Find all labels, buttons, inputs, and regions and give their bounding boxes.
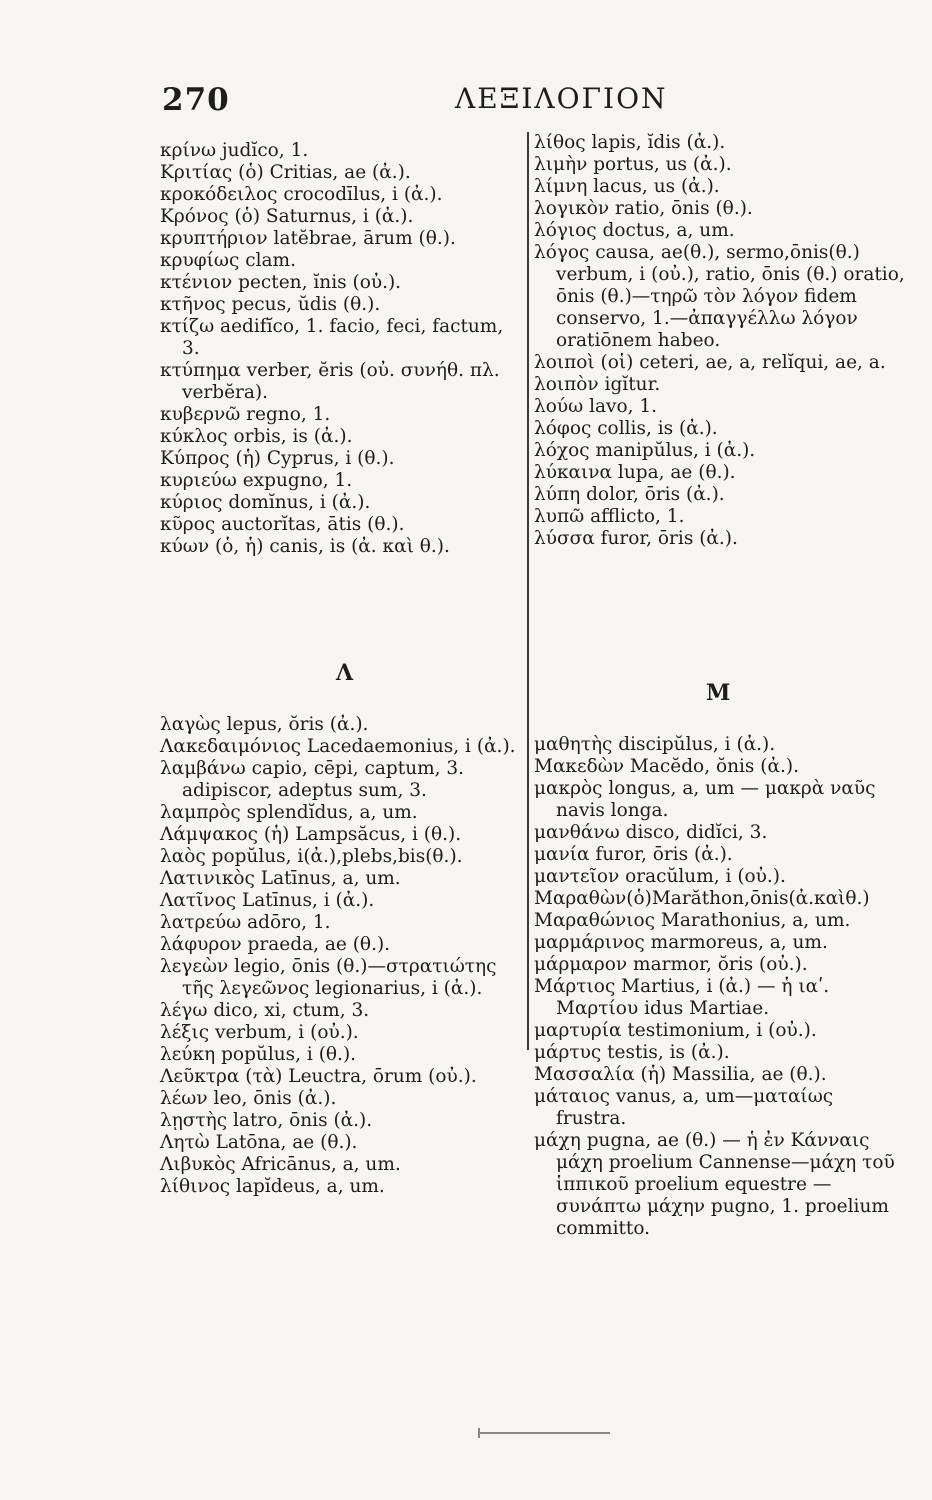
dictionary-entry: κύων (ὁ, ἡ) canis, is (ἀ. καὶ θ.). xyxy=(160,536,450,557)
dictionary-entry: Κύπρος (ἡ) Cyprus, i (θ.). xyxy=(160,448,395,469)
dictionary-entry: λόφος collis, is (ἀ.). xyxy=(534,418,718,439)
dictionary-entry: Λατινικὸς Latīnus, a, um. xyxy=(160,868,401,889)
dictionary-entry: λύκαινα lupa, ae (θ.). xyxy=(534,462,736,483)
dictionary-entry: κροκόδειλος crocodīlus, i (ἀ.). xyxy=(160,184,443,205)
dictionary-entry: λάφυρον praeda, ae (θ.). xyxy=(160,934,391,955)
dictionary-entry: λόχος manipŭlus, i (ἀ.). xyxy=(534,440,756,461)
dictionary-entry: λέξις verbum, i (οὐ.). xyxy=(160,1022,359,1043)
dictionary-entry: Λιβυκὸς Africānus, a, um. xyxy=(160,1154,401,1175)
dictionary-entry: Λάμψακος (ἡ) Lampsăcus, i (θ.). xyxy=(160,824,462,845)
dictionary-entry: λίθος lapis, ĭdis (ἀ.). xyxy=(534,132,726,153)
dictionary-entry: λόγιος doctus, a, um. xyxy=(534,220,735,241)
dictionary-entry: λεγεὼν legio, ōnis (θ.)—στρατιώτης τῆς λεγεῶνος legionarius, i (ἀ.). xyxy=(160,956,497,999)
dictionary-entry: λαμπρὸς splendĭdus, a, um. xyxy=(160,802,418,823)
dictionary-entry: κτίζω aedifĭco, 1. facio, feci, factum, 3. xyxy=(160,316,504,359)
dictionary-entry: κτύπημα verber, ĕris (οὐ. συνήθ. πλ. verbĕra). xyxy=(160,360,500,403)
dictionary-entry: λαμβάνω capio, cēpi, captum, 3. adipiscor, adeptus sum, 3. xyxy=(160,758,465,801)
dictionary-entry: λίθινος lapĭdeus, a, um. xyxy=(160,1176,385,1197)
dictionary-entry: λιμὴν portus, us (ἀ.). xyxy=(534,154,732,175)
dictionary-entry: Μάρτιος Martius, i (ἀ.) — ἡ ιαʹ. Μαρτίου idus Martiae. xyxy=(534,976,830,1019)
dictionary-entry: λοιπὸν igĭtur. xyxy=(534,374,661,395)
dictionary-entry: λέγω dico, xi, ctum, 3. xyxy=(160,1000,370,1021)
dictionary-entry: Μασσαλία (ἡ) Massilia, ae (θ.). xyxy=(534,1064,827,1085)
dictionary-entry: κτένιον pecten, ĭnis (οὐ.). xyxy=(160,272,402,293)
dictionary-entry: μαθητὴς discipŭlus, i (ἀ.). xyxy=(534,734,776,755)
section-letter-lambda: Λ xyxy=(336,660,354,686)
dictionary-entry: κρυφίως clam. xyxy=(160,250,296,271)
dictionary-entry: λίμνη lacus, us (ἀ.). xyxy=(534,176,720,197)
left-column-bottom xyxy=(160,714,524,1198)
dictionary-entry: λαγὼς lepus, ŏris (ἀ.). xyxy=(160,714,369,735)
dictionary-entry: μανθάνω disco, didĭci, 3. xyxy=(534,822,768,843)
dictionary-entry: μακρὸς longus, a, um — μακρὰ ναῦς navis longa. xyxy=(534,778,876,821)
dictionary-entry: λόγος causa, ae(θ.), sermo,ōnis(θ.) verbum, i (οὐ.), ratio, ōnis (θ.) oratio, ōnis (θ.)—τηρῶ τὸν λόγον fidem conservo, 1.—ἀπαγγέλλω λόγον oratiōnem habeo. xyxy=(534,242,905,351)
dictionary-entry: λεύκη popŭlus, i (θ.). xyxy=(160,1044,357,1065)
footer-rule xyxy=(480,1432,610,1434)
dictionary-entry: λαὸς popŭlus, i(ἀ.),plebs,bis(θ.). xyxy=(160,846,463,867)
dictionary-entry: Λεῦκτρα (τὰ) Leuctra, ōrum (οὐ.). xyxy=(160,1066,477,1087)
dictionary-entry: λύσσα furor, ōris (ἀ.). xyxy=(534,528,738,549)
dictionary-entry: λῃστὴς latro, ōnis (ἀ.). xyxy=(160,1110,373,1131)
right-column-bottom xyxy=(534,734,906,1240)
column-divider xyxy=(527,132,529,1050)
dictionary-entry: μανία furor, ōris (ἀ.). xyxy=(534,844,733,865)
dictionary-entry: κύριος domĭnus, i (ἀ.). xyxy=(160,492,371,513)
dictionary-entry: μάταιος vanus, a, um—ματαίως frustra. xyxy=(534,1086,834,1129)
page-number: 270 xyxy=(162,82,230,118)
dictionary-entry: Κρόνος (ὁ) Saturnus, i (ἀ.). xyxy=(160,206,414,227)
dictionary-entry: μαρτυρία testimonium, i (οὐ.). xyxy=(534,1020,817,1041)
dictionary-entry: Λητὼ Latōna, ae (θ.). xyxy=(160,1132,358,1153)
dictionary-entry: κτῆνος pecus, ŭdis (θ.). xyxy=(160,294,381,315)
dictionary-entry: μαντεῖον oracŭlum, i (οὐ.). xyxy=(534,866,786,887)
dictionary-entry: κρυπτήριον latĕbrae, ārum (θ.). xyxy=(160,228,456,249)
dictionary-entry: μαρμάρινος marmoreus, a, um. xyxy=(534,932,828,953)
dictionary-entry: λοιποὶ (οἱ) ceteri, ae, a, relĭqui, ae, a. xyxy=(534,352,886,373)
dictionary-entry: Μακεδὼν Macĕdo, ŏnis (ἀ.). xyxy=(534,756,799,777)
dictionary-entry: κυριεύω expugno, 1. xyxy=(160,470,353,491)
dictionary-entry: λούω lavo, 1. xyxy=(534,396,658,417)
left-column-top xyxy=(160,140,524,558)
dictionary-entry: μάρμαρον marmor, ŏris (οὐ.). xyxy=(534,954,808,975)
dictionary-entry: μάχη pugna, ae (θ.) — ἡ ἐν Κάνναις μάχη proelium Cannense—μάχη τοῦ ἱππικοῦ proelium equestre — συνάπτω μάχην pugno, 1. proelium committo. xyxy=(534,1130,895,1239)
dictionary-entry: Κριτίας (ὁ) Critias, ae (ἀ.). xyxy=(160,162,411,183)
right-column-top xyxy=(534,132,906,550)
dictionary-entry: κύκλος orbis, is (ἀ.). xyxy=(160,426,353,447)
dictionary-entry: λατρεύω adōro, 1. xyxy=(160,912,331,933)
dictionary-entry: Μαραθώνιος Marathonius, a, um. xyxy=(534,910,851,931)
dictionary-entry: λύπη dolor, ōris (ἀ.). xyxy=(534,484,725,505)
dictionary-entry: κῦρος auctorĭtas, ātis (θ.). xyxy=(160,514,405,535)
dictionary-entry: λέων leo, ōnis (ἀ.). xyxy=(160,1088,337,1109)
dictionary-entry: κυβερνῶ regno, 1. xyxy=(160,404,331,425)
dictionary-entry: λυπῶ afflicto, 1. xyxy=(534,506,685,527)
dictionary-entry: κρίνω judĭco, 1. xyxy=(160,140,309,161)
section-letter-mu: Μ xyxy=(706,680,731,706)
dictionary-entry: Λατῖνος Latīnus, i (ἀ.). xyxy=(160,890,375,911)
dictionary-entry: λογικὸν ratio, ōnis (θ.). xyxy=(534,198,753,219)
dictionary-entry: μάρτυς testis, is (ἀ.). xyxy=(534,1042,730,1063)
running-title: ΛΕΞΙΛΟΓΙΟΝ xyxy=(455,82,668,115)
dictionary-entry: Λακεδαιμόνιος Lacedaemonius, i (ἀ.). xyxy=(160,736,516,757)
dictionary-entry: Μαραθὼν(ὁ)Marăthon,ōnis(ἀ.καὶθ.) xyxy=(534,888,870,909)
